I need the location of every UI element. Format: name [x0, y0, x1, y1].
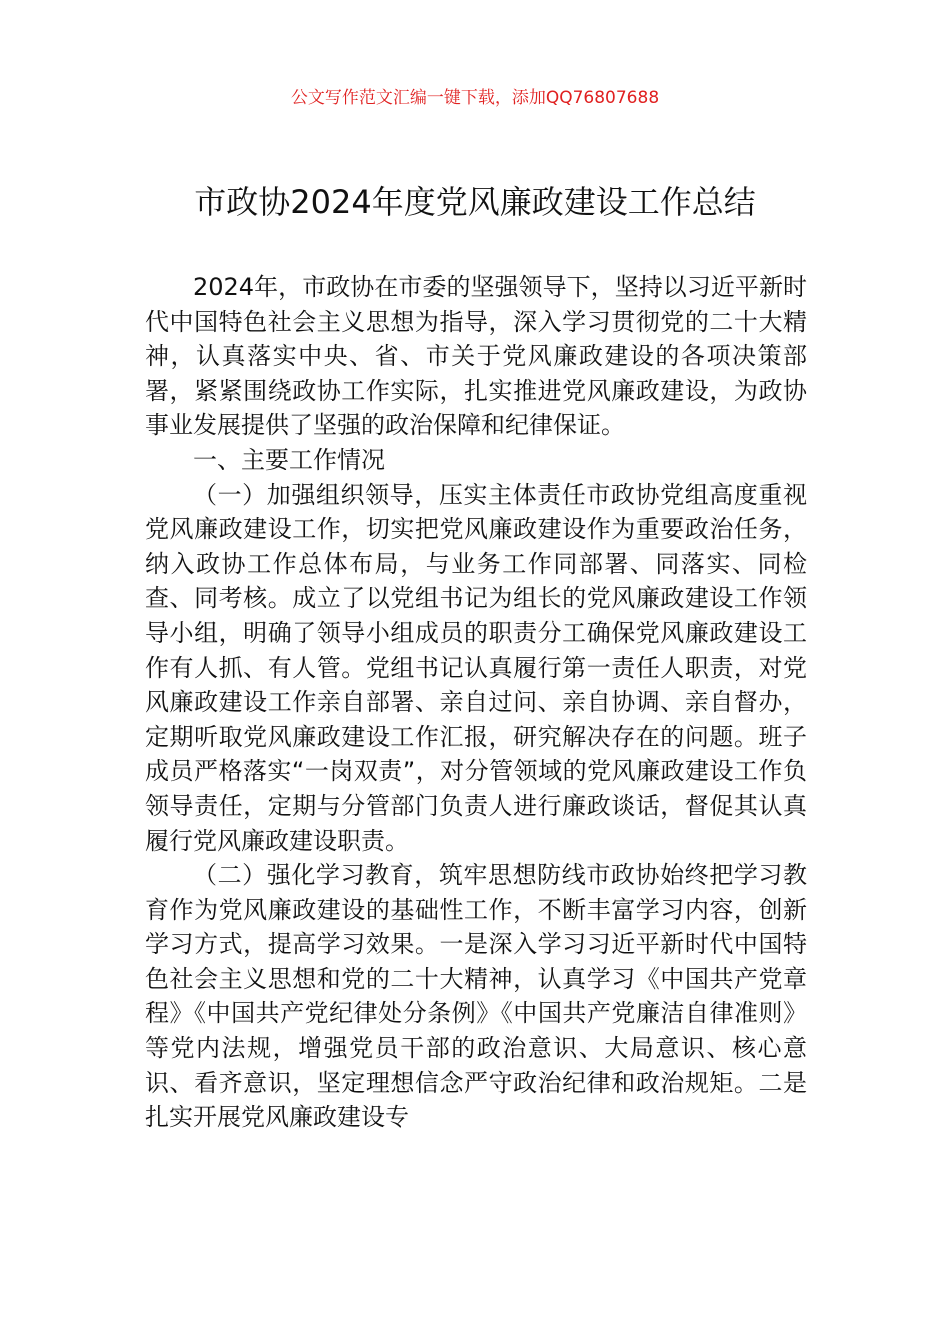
document-title: 市政协2024年度党风廉政建设工作总结 [194, 183, 756, 221]
intro-paragraph: 2024年，市政协在市委的坚强领导下，坚持以习近平新时代中国特色社会主义思想为指导，深入学习贯彻党的二十大精神，认真落实中央、省、市关于党风廉政建设的各项决策部署，紧紧围绕政协工作实际，扎实推进党风廉政建设，为政协事业发展提供了坚强的政治保障和纪律保证。 [145, 273, 807, 440]
subsection-1-paragraph: （一）加强组织领导，压实主体责任市政协党组高度重视党风廉政建设工作，切实把党风廉政建设作为重要政治任务，纳入政协工作总体布局，与业务工作同部署、同落实、同检查、同考核。成立了以党组书记为组长的党风廉政建设工作领导小组，明确了领导小组成员的职责分工确保党风廉政建设工作有人抓、有人管。党组书记认真履行第一责任人职责，对党风廉政建设工作亲自部署、亲自过问、亲自协调、亲自督办，定期听取党风廉政建设工作汇报，研究解决存在的问题。班子成员严格落实“一岗双责”，对分管领域的党风廉政建设工作负领导责任，定期与分管部门负责人进行廉政谈话，督促其认真履行党风廉政建设职责。 [145, 480, 807, 855]
document-body [145, 270, 807, 1135]
download-notice: 公文写作范文汇编一键下载，添加QQ76807688 [290, 88, 660, 108]
section-heading: 一、主要工作情况 [193, 445, 385, 474]
subsection-2-paragraph: （二）强化学习教育，筑牢思想防线市政协始终把学习教育作为党风廉政建设的基础性工作，不断丰富学习内容，创新学习方式，提高学习效果。一是深入学习习近平新时代中国特色社会主义思想和党的二十大精神，认真学习《中国共产党章程》《中国共产党纪律处分条例》《中国共产党廉洁自律准则》等党内法规，增强党员干部的政治意识、大局意识、核心意识、看齐意识，坚定理想信念严守政治纪律和政治规矩。二是扎实开展党风廉政建设专 [145, 861, 807, 1132]
